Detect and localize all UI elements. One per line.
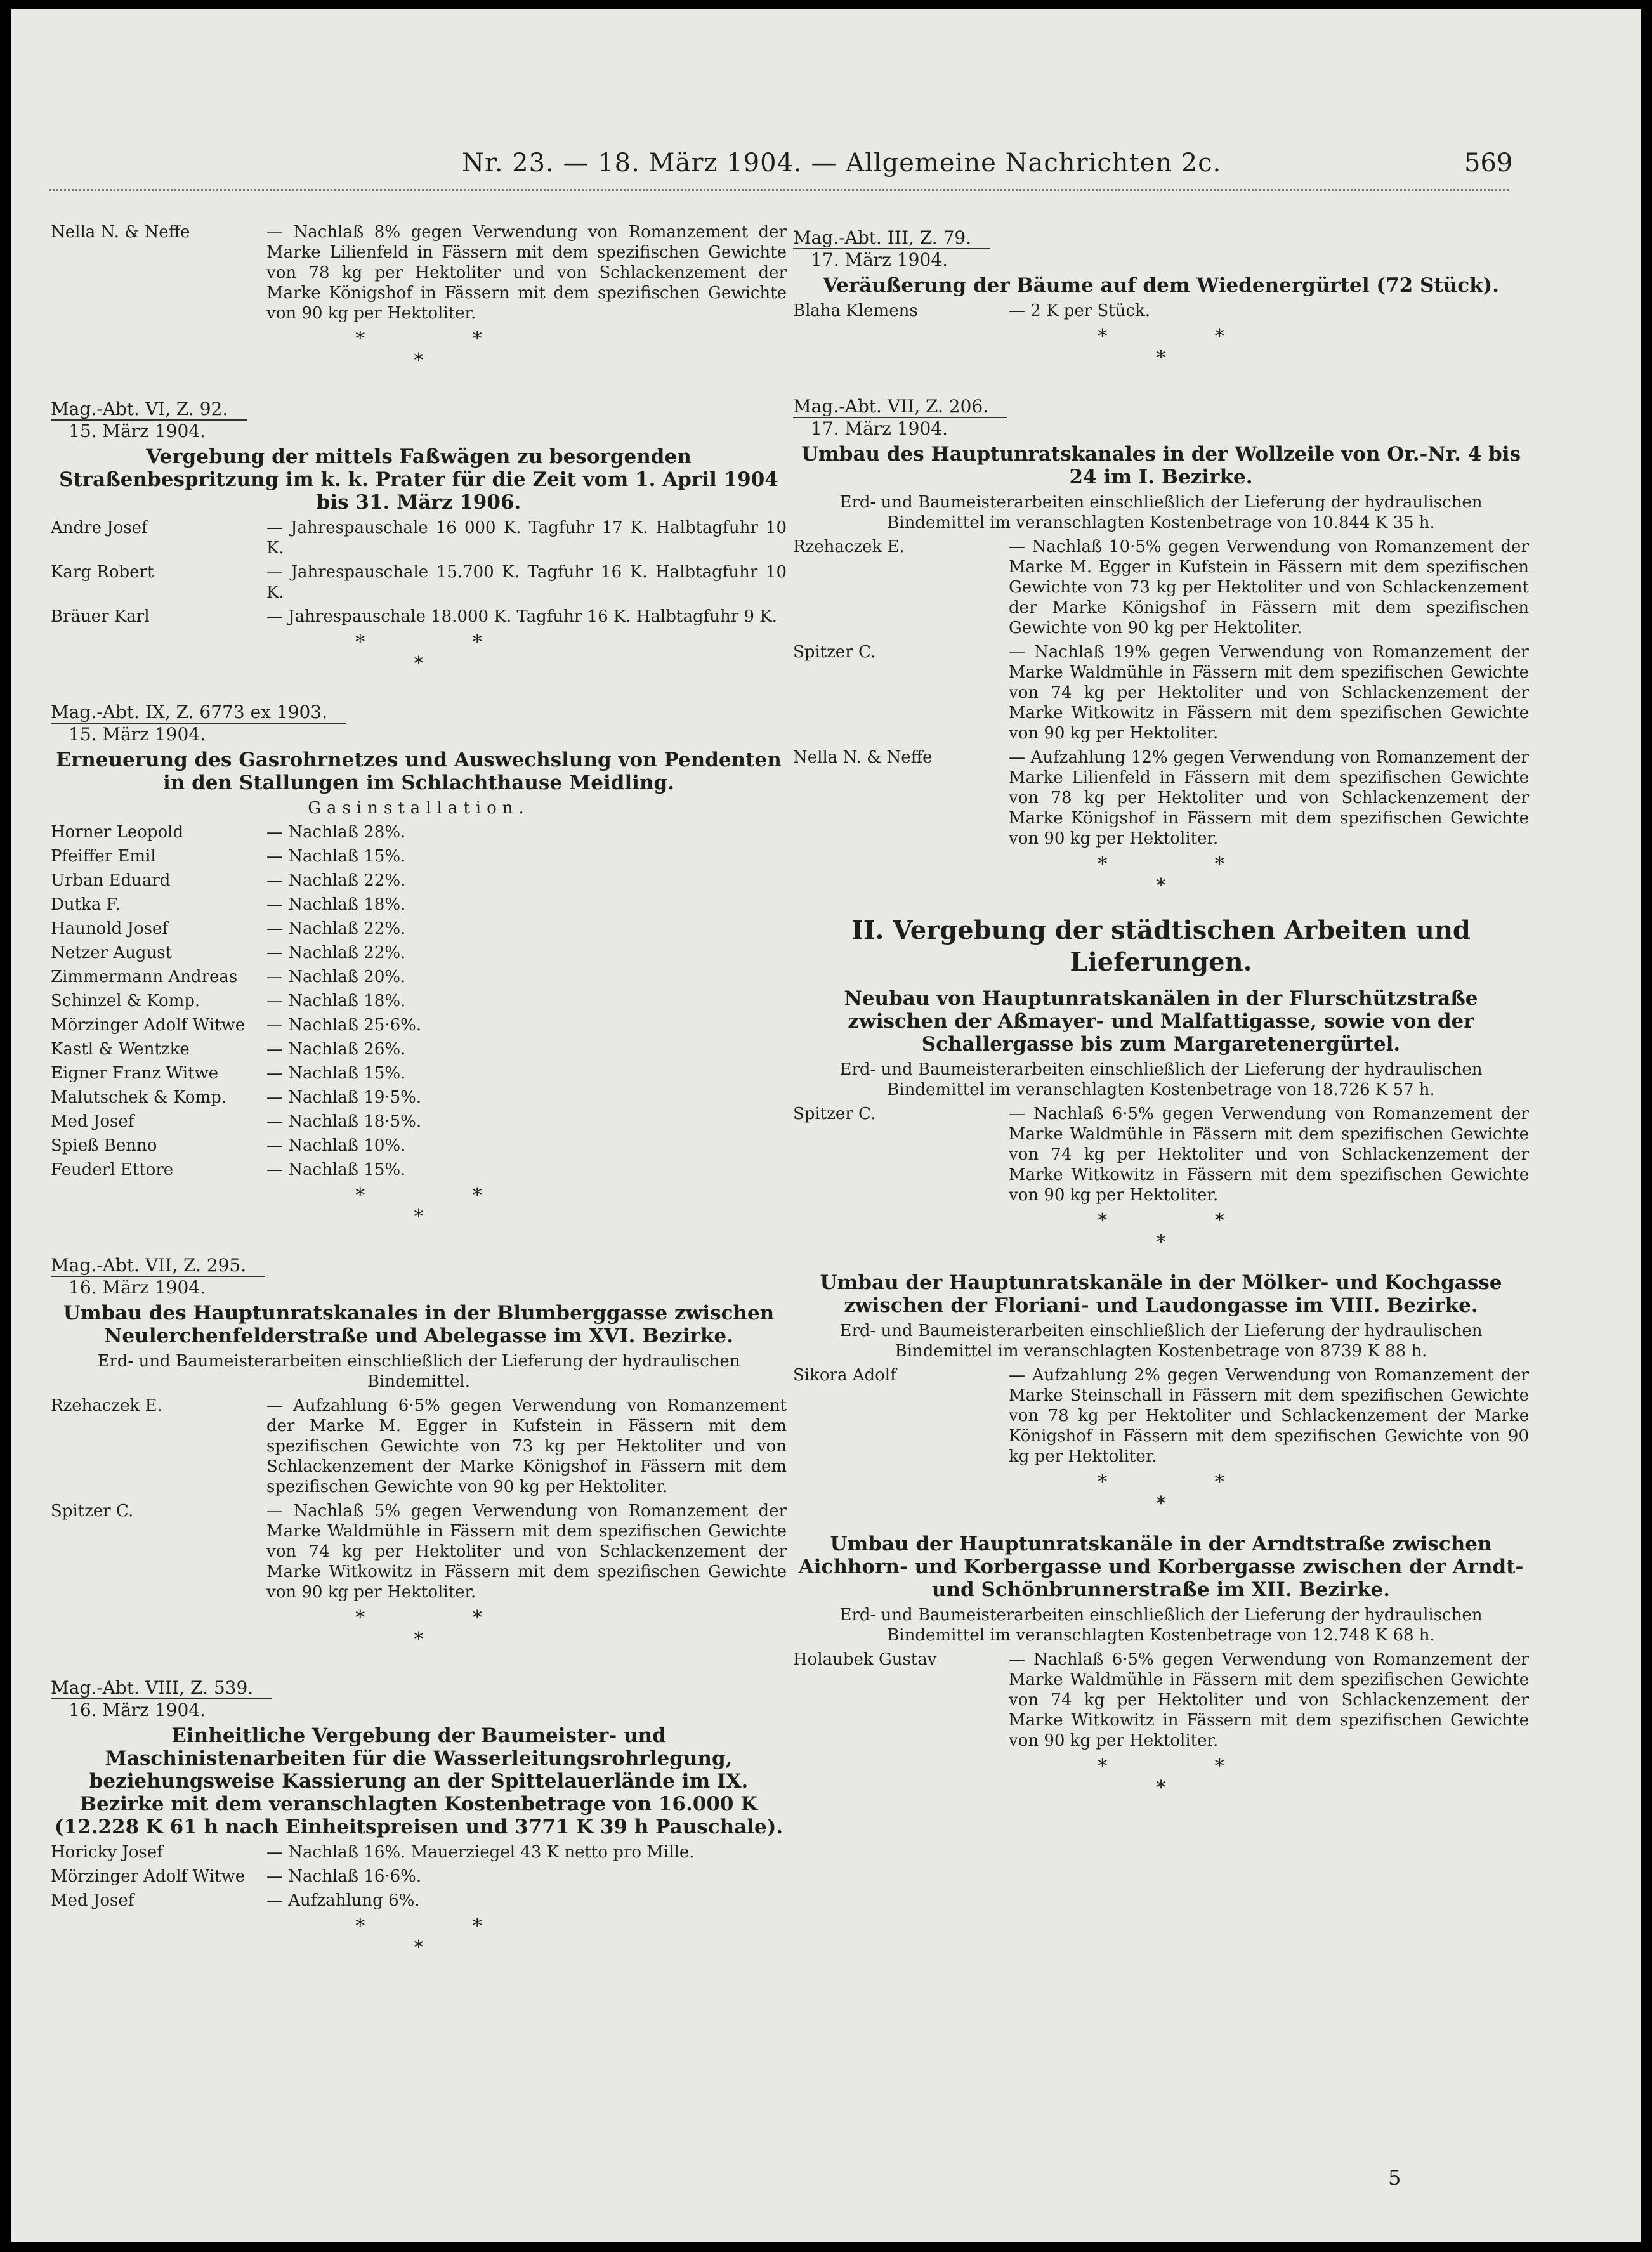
stars-row-bottom: * xyxy=(1156,1231,1166,1254)
stars-row-top: * * xyxy=(1098,1471,1275,1493)
bidder-name: Holaubek Gustav xyxy=(793,1650,937,1669)
section-divider-stars xyxy=(51,1609,787,1654)
bidder-name: Horner Leopold xyxy=(51,823,184,842)
notice-subheading: Erd- und Baumeisterarbeiten einschließlich der Lieferung der hydraulischen Bindemittel. xyxy=(97,1352,740,1391)
ref-wrap xyxy=(51,1246,787,1277)
bid-details: — Aufzahlung 6%. xyxy=(266,1891,420,1910)
bid-details: — Aufzahlung 12% gegen Verwendung von Romanzement der Marke Lilienfeld in Fässern mit dem spezifischen Gewichte von 78 kg per Hektoliter und von Schlackenzement der Marke Königshof in Fässern mit dem spezifischen Gewichte von 90 kg per Hektoliter. xyxy=(1009,748,1529,848)
stars-row-bottom: * xyxy=(1156,1777,1166,1799)
department-reference: Mag.-Abt. VII, Z. 295. xyxy=(51,1255,265,1277)
bid-details: — Nachlaß 16%. Mauerziegel 43 K netto pro Mille. xyxy=(266,1843,695,1862)
bidder-name: Med Josef xyxy=(51,1112,134,1131)
notice-heading: Vergebung der mittels Faßwägen zu besorgenden Straßenbespritzung im k. k. Prater für die Zeit vom 1. April 1904 bis 31. März 1906. xyxy=(59,445,778,514)
bid-entry xyxy=(793,1104,1529,1205)
footer-signature: 5 xyxy=(1388,2166,1401,2190)
stars-row-bottom: * xyxy=(1156,347,1166,369)
bid-details: — Nachlaß 26%. xyxy=(266,1040,406,1059)
bid-details: — Nachlaß 18%. xyxy=(266,895,406,914)
header-title: Nr. 23. — 18. März 1904. — Allgemeine Nachrichten 2c. xyxy=(462,148,1222,178)
notice-heading: Erneuerung des Gasrohrnetzes und Auswechslung von Pendenten in den Stallungen im Schlachthause Meidling. xyxy=(56,749,782,794)
bidder-name: Mörzinger Adolf Witwe xyxy=(51,1016,246,1035)
bid-entry xyxy=(51,919,787,939)
bidder-name: Karg Robert xyxy=(51,563,154,582)
stars-row-bottom: * xyxy=(414,1206,424,1228)
section-divider-stars xyxy=(793,1212,1529,1257)
bid-entry xyxy=(51,943,787,963)
bid-details: — Nachlaß 19% gegen Verwendung von Romanzement der Marke Waldmühle in Fässern mit dem spezifischen Gewichte von 74 kg per Hektoliter und von Schlackenzement der Marke Witkowitz in Fässern mit dem spezifischen Gewichte von 90 kg per Hektoliter. xyxy=(1009,643,1529,743)
section-divider-stars xyxy=(793,1757,1529,1803)
bid-entry xyxy=(51,1015,787,1035)
notice-section xyxy=(51,390,787,679)
stars-row-bottom: * xyxy=(414,1628,424,1651)
bid-details: — Nachlaß 22%. xyxy=(266,943,406,962)
bid-entry xyxy=(51,894,787,915)
bid-details: — Jahrespauschale 15.700 K. Tagfuhr 16 K. Halbtagfuhr 10 K. xyxy=(266,563,787,602)
notice-section xyxy=(793,915,1529,1257)
bid-details: — Nachlaß 28%. xyxy=(266,823,406,842)
bidder-name: Horicky Josef xyxy=(51,1843,163,1862)
bid-details: — Nachlaß 16·6%. xyxy=(266,1867,422,1886)
chapter-title: II. Vergebung der städtischen Arbeiten und Lieferungen. xyxy=(851,915,1471,977)
notice-date: 15. März 1904. xyxy=(69,724,206,745)
bidder-name: Malutschek & Komp. xyxy=(51,1088,227,1107)
bid-entry xyxy=(51,518,787,558)
notice-heading: Umbau des Hauptunratskanales in der Wollzeile von Or.-Nr. 4 bis 24 im I. Bezirke. xyxy=(801,443,1521,488)
bid-entry xyxy=(793,642,1529,743)
bidder-name: Urban Eduard xyxy=(51,871,171,890)
notice-section xyxy=(51,693,787,1232)
bid-details: — Nachlaß 15%. xyxy=(266,847,406,866)
stars-row-bottom: * xyxy=(414,350,424,372)
bidder-name: Kastl & Wentzke xyxy=(51,1040,190,1059)
bidder-name: Spitzer C. xyxy=(793,643,876,662)
header-rule xyxy=(49,189,1509,191)
bidder-name: Bräuer Karl xyxy=(51,607,150,626)
stars-row-bottom: * xyxy=(414,1937,424,1959)
document-page xyxy=(11,9,1641,2242)
notice-heading: Einheitliche Vergebung der Baumeister- und Maschinistenarbeiten für die Wasserleitungsrohrlegung, beziehungsweise Kassierung an der Spittelauerlände im IX. Bezirke mit dem veranschlagten Kostenbetrage von 16.000 K (12.228 K 61 h nach Einheitspreisen und 3771 K 39 h Pauschale). xyxy=(54,1724,783,1838)
bid-entry xyxy=(51,870,787,891)
bidder-name: Zimmermann Andreas xyxy=(51,967,238,986)
bid-details: — Nachlaß 22%. xyxy=(266,871,406,890)
notice-section xyxy=(793,1271,1529,1519)
running-header xyxy=(49,136,1513,180)
bid-entry xyxy=(793,1649,1529,1751)
bidder-name: Haunold Josef xyxy=(51,919,168,938)
department-reference: Mag.-Abt. VII, Z. 206. xyxy=(793,396,1007,418)
bid-entry xyxy=(51,1396,787,1497)
notice-subheading: Erd- und Baumeisterarbeiten einschließlich der Lieferung der hydraulischen Bindemittel im veranschlagten Kostenbetrage von 12.748 K 68 h. xyxy=(839,1606,1483,1645)
bid-entry xyxy=(51,1842,787,1862)
ref-wrap xyxy=(793,218,1529,249)
bidder-name: Spieß Benno xyxy=(51,1136,157,1155)
bid-entry xyxy=(51,1087,787,1108)
section-divider-stars xyxy=(793,1473,1529,1519)
notice-date: 16. März 1904. xyxy=(69,1277,206,1298)
notice-subheading: Gasinstallation. xyxy=(308,799,530,818)
stars-row-top: * * xyxy=(1098,325,1275,348)
stars-row-top: * * xyxy=(1098,1755,1275,1777)
notice-section xyxy=(51,1246,787,1654)
bidder-name: Feuderl Ettore xyxy=(51,1160,174,1179)
stars-row-top: * * xyxy=(355,328,533,350)
bidder-name: Spitzer C. xyxy=(793,1104,876,1123)
bid-details: — Nachlaß 20%. xyxy=(266,967,406,986)
stars-row-top: * * xyxy=(355,631,533,653)
bidder-name: Netzer August xyxy=(51,943,173,962)
bid-details: — Nachlaß 22%. xyxy=(266,919,406,938)
bidder-name: Nella N. & Neffe xyxy=(793,748,933,767)
bid-details: — Aufzahlung 6·5% gegen Verwendung von Romanzement der Marke M. Egger in Kufstein in Fässern mit dem spezifischen Gewichte von 73 kg per Hektoliter und von Schlackenzement der Marke Königshof in Fässern mit dem spezifischen Gewichte von 90 kg per Hektoliter. xyxy=(266,1396,787,1496)
stars-row-bottom: * xyxy=(1156,875,1166,897)
section-divider-stars xyxy=(51,633,787,679)
bidder-name: Eigner Franz Witwe xyxy=(51,1064,219,1083)
notice-date: 17. März 1904. xyxy=(811,418,948,439)
bid-entry xyxy=(51,822,787,842)
bid-entry xyxy=(51,1890,787,1911)
notice-subheading: Erd- und Baumeisterarbeiten einschließlich der Lieferung der hydraulischen Bindemittel im veranschlagten Kostenbetrage von 10.844 K 35 h. xyxy=(839,493,1483,532)
section-divider-stars xyxy=(51,330,787,376)
bidder-name: Med Josef xyxy=(51,1891,134,1910)
bid-details: — Nachlaß 6·5% gegen Verwendung von Romanzement der Marke Waldmühle in Fässern mit dem spezifischen Gewichte von 74 kg per Hektoliter und von Schlackenzement der Marke Witkowitz in Fässern mit dem spezifischen Gewichte von 90 kg per Hektoliter. xyxy=(1009,1104,1529,1205)
bidder-name: Rzehaczek E. xyxy=(793,537,905,556)
bid-details: — 2 K per Stück. xyxy=(1009,301,1151,320)
section-divider-stars xyxy=(51,1917,787,1963)
stars-row-top: * * xyxy=(355,1607,533,1629)
left-column xyxy=(51,218,787,1977)
notice-subheading: Erd- und Baumeisterarbeiten einschließlich der Lieferung der hydraulischen Bindemittel im veranschlagten Kostenbetrage von 8739 K 88 h. xyxy=(839,1321,1483,1361)
bidder-name: Mörzinger Adolf Witwe xyxy=(51,1867,246,1886)
notice-heading: Veräußerung der Bäume auf dem Wiedenergürtel (72 Stück). xyxy=(822,274,1500,297)
bid-entry xyxy=(51,1136,787,1156)
bid-entry xyxy=(51,1039,787,1059)
section-divider-stars xyxy=(793,855,1529,901)
notice-section xyxy=(793,218,1529,373)
department-reference: Mag.-Abt. IX, Z. 6773 ex 1903. xyxy=(51,702,346,724)
bid-details: — Nachlaß 6·5% gegen Verwendung von Romanzement der Marke Waldmühle in Fässern mit dem spezifischen Gewichte von 74 kg per Hektoliter und von Schlackenzement der Marke Witkowitz in Fässern mit dem spezifischen Gewichte von 90 kg per Hektoliter. xyxy=(1009,1650,1529,1750)
bid-entry xyxy=(51,1501,787,1602)
bid-entry xyxy=(51,991,787,1011)
bid-entry xyxy=(793,1365,1529,1467)
bid-entry xyxy=(51,222,787,324)
bid-entry xyxy=(51,606,787,627)
stars-row-top: * * xyxy=(1098,1210,1275,1232)
bid-entry xyxy=(51,1160,787,1180)
bid-details: — Nachlaß 25·6%. xyxy=(266,1016,422,1035)
bid-details: — Nachlaß 5% gegen Verwendung von Romanzement der Marke Waldmühle in Fässern mit dem spezifischen Gewichte von 74 kg per Hektoliter und von Schlackenzement der Marke Witkowitz in Fässern mit dem spezifischen Gewichte von 90 kg per Hektoliter. xyxy=(266,1502,787,1602)
bid-entry xyxy=(793,537,1529,638)
stars-row-top: * * xyxy=(355,1184,533,1207)
notice-section xyxy=(51,1668,787,1963)
notice-section xyxy=(51,222,787,376)
section-divider-stars xyxy=(793,327,1529,373)
stars-row-bottom: * xyxy=(1156,1493,1166,1515)
bidder-name: Sikora Adolf xyxy=(793,1366,896,1385)
bidder-name: Nella N. & Neffe xyxy=(51,223,190,242)
notice-subheading: Erd- und Baumeisterarbeiten einschließlich der Lieferung der hydraulischen Bindemittel im veranschlagten Kostenbetrage von 18.726 K 57 h. xyxy=(839,1060,1483,1099)
bidder-name: Blaha Klemens xyxy=(793,301,918,320)
bidder-name: Andre Josef xyxy=(51,518,148,537)
bid-details: — Jahrespauschale 18.000 K. Tagfuhr 16 K. Halbtagfuhr 9 K. xyxy=(266,607,777,626)
notice-date: 15. März 1904. xyxy=(69,421,206,442)
stars-row-top: * * xyxy=(1098,853,1275,875)
notice-section xyxy=(793,387,1529,901)
bidder-name: Spitzer C. xyxy=(51,1502,134,1521)
ref-wrap xyxy=(51,693,787,724)
bid-entry xyxy=(51,562,787,603)
bid-details: — Nachlaß 18%. xyxy=(266,992,406,1011)
page-number: 569 xyxy=(1464,148,1513,178)
ref-wrap xyxy=(793,387,1529,418)
notice-date: 16. März 1904. xyxy=(69,1699,206,1720)
notice-date: 17. März 1904. xyxy=(811,249,948,270)
bid-details: — Nachlaß 19·5%. xyxy=(266,1088,422,1107)
bid-details: — Nachlaß 10%. xyxy=(266,1136,406,1155)
bid-details: — Nachlaß 8% gegen Verwendung von Romanzement der Marke Lilienfeld in Fässern mit dem spezifischen Gewichte von 78 kg per Hektoliter und von Schlackenzement der Marke Königshof in Fässern mit dem spezifischen Gewichte von 90 kg per Hektoliter. xyxy=(266,223,787,323)
bid-entry xyxy=(51,1866,787,1887)
stars-row-top: * * xyxy=(355,1915,533,1937)
bid-entry xyxy=(51,967,787,987)
stars-row-bottom: * xyxy=(414,653,424,675)
notice-section xyxy=(793,1533,1529,1803)
notice-heading: Neubau von Hauptunratskanälen in der Flurschützstraße zwischen der Aßmayer- und Malfattigasse, sowie von der Schallergasse bis zum Margaretenergürtel. xyxy=(844,987,1478,1056)
department-reference: Mag.-Abt. III, Z. 79. xyxy=(793,227,990,249)
bidder-name: Dutka F. xyxy=(51,895,121,914)
bid-entry xyxy=(51,846,787,867)
bidder-name: Schinzel & Komp. xyxy=(51,992,200,1011)
bid-details: — Nachlaß 15%. xyxy=(266,1064,406,1083)
bidder-name: Rzehaczek E. xyxy=(51,1396,162,1415)
bidder-name: Pfeiffer Emil xyxy=(51,847,156,866)
bid-entry xyxy=(51,1063,787,1083)
department-reference: Mag.-Abt. VIII, Z. 539. xyxy=(51,1677,272,1699)
notice-heading: Umbau der Hauptunratskanäle in der Mölker- und Kochgasse zwischen der Floriani- und Laudongasse im VIII. Bezirke. xyxy=(820,1271,1502,1317)
bid-entry xyxy=(51,1111,787,1132)
right-column xyxy=(793,218,1529,1817)
ref-wrap xyxy=(51,390,787,421)
notice-heading: Umbau des Hauptunratskanales in der Blumberggasse zwischen Neulerchenfelderstraße und Abelegasse im XVI. Bezirke. xyxy=(63,1302,775,1347)
bid-details: — Nachlaß 10·5% gegen Verwendung von Romanzement der Marke M. Egger in Kufstein in Fässern mit dem spezifischen Gewichte von 73 kg per Hektoliter und von Schlackenzement der Marke Königshof in Fässern mit dem spezifischen Gewichte von 90 kg per Hektoliter. xyxy=(1009,537,1529,638)
ref-wrap xyxy=(51,1668,787,1699)
bid-entry xyxy=(793,747,1529,849)
bid-details: — Aufzahlung 2% gegen Verwendung von Romanzement der Marke Steinschall in Fässern mit dem spezifischen Gewichte von 78 kg per Hektoliter und Schlackenzement der Marke Königshof in Fässern mit dem spezifischen Gewichte von 90 kg per Hektoliter. xyxy=(1009,1366,1529,1466)
bid-details: — Nachlaß 15%. xyxy=(266,1160,406,1179)
bid-details: — Nachlaß 18·5%. xyxy=(266,1112,422,1131)
section-divider-stars xyxy=(51,1186,787,1232)
bid-details: — Jahrespauschale 16 000 K. Tagfuhr 17 K. Halbtagfuhr 10 K. xyxy=(266,518,787,558)
notice-heading: Umbau der Hauptunratskanäle in der Arndtstraße zwischen Aichhorn- und Korbergasse und Korbergasse zwischen der Arndt- und Schönbrunnerstraße im XII. Bezirke. xyxy=(798,1533,1524,1601)
department-reference: Mag.-Abt. VI, Z. 92. xyxy=(51,398,247,421)
bid-entry xyxy=(793,301,1529,321)
